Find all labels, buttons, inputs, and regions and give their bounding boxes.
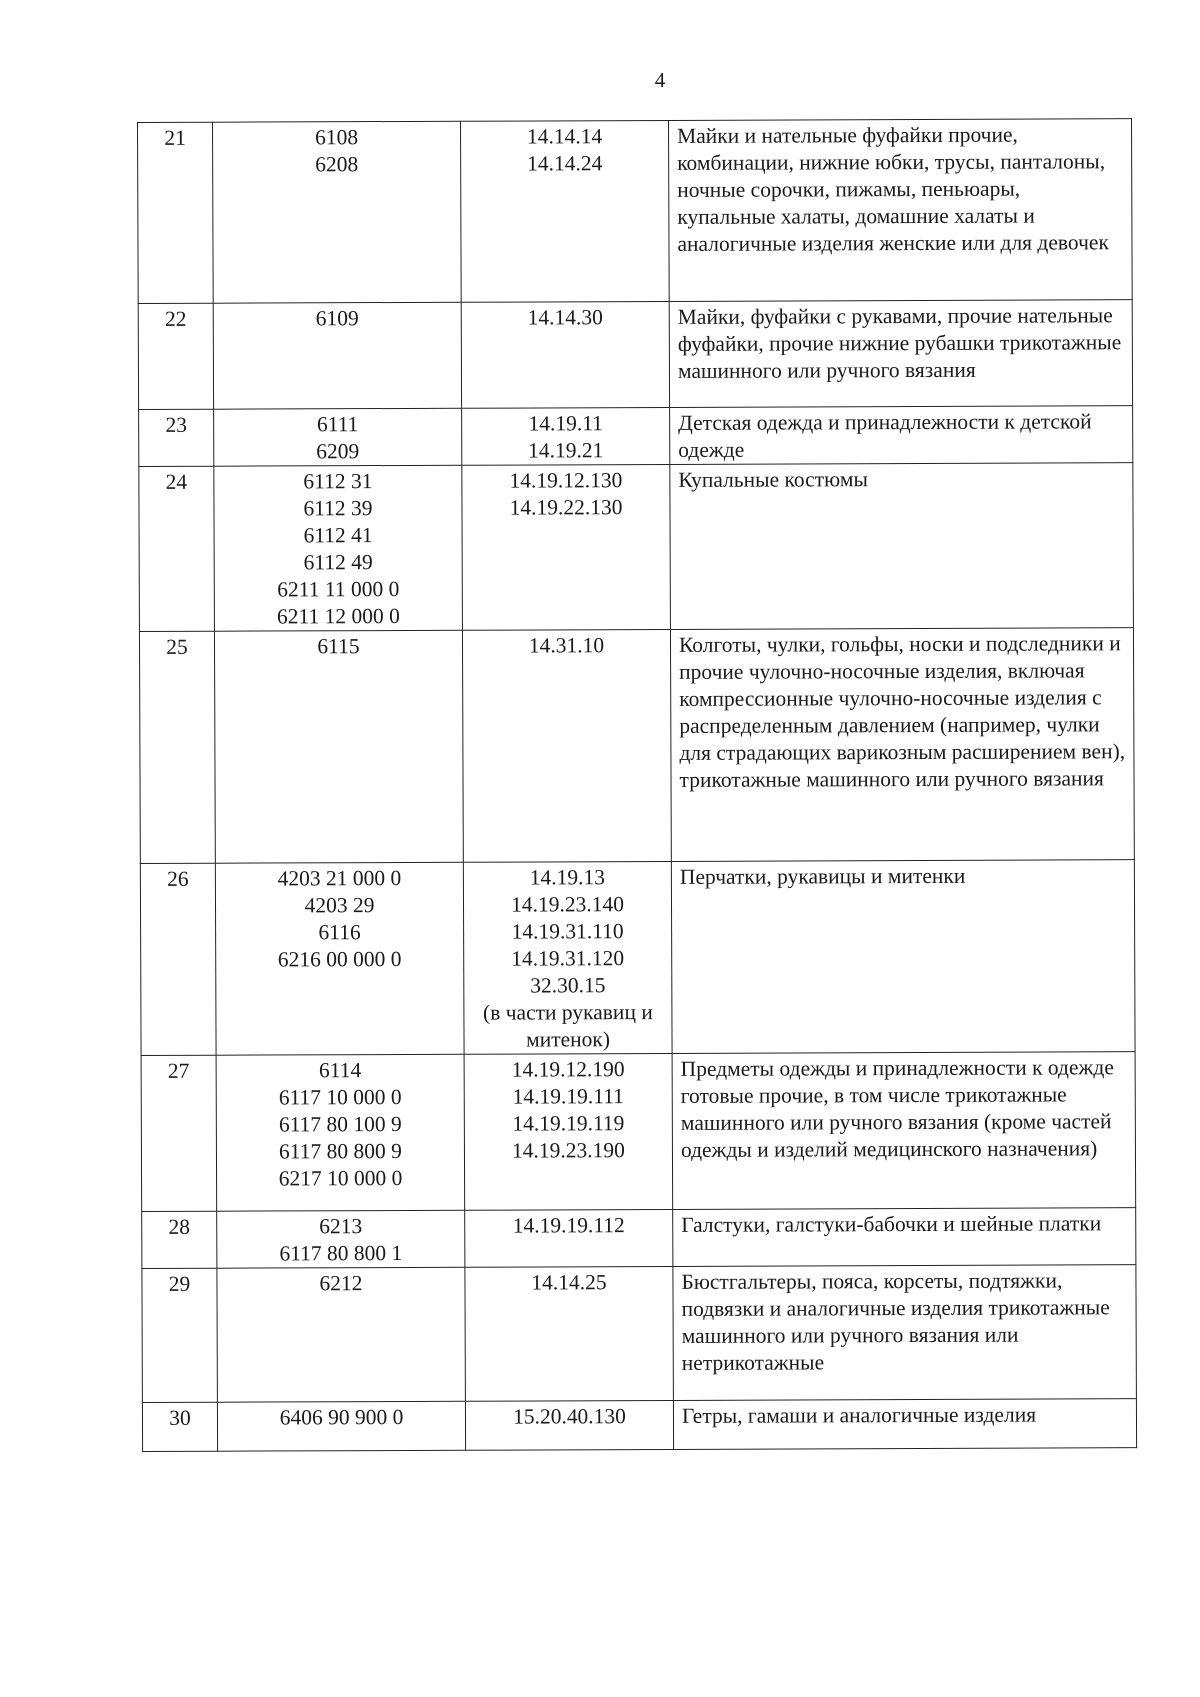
row-number: 30 [142,1402,217,1451]
tnved-code: 6212 [319,1271,363,1296]
table-row [140,860,1135,1056]
okpd-code: 14.19.31.120 [511,946,625,971]
table-body [138,119,1137,1452]
tnved-codes-cell [216,1054,465,1211]
tnved-code: 6108 [315,125,359,150]
tnved-code: 6112 49 [303,550,373,575]
okpd-code: 14.19.19.112 [512,1213,625,1238]
okpd-code: 14.19.23.190 [511,1138,625,1163]
okpd-code: 14.19.11 [528,411,603,436]
tnved-code: 6112 39 [303,496,373,521]
okpd-code: 14.19.12.190 [511,1057,625,1082]
okpd-code: 14.19.22.130 [509,495,623,520]
okpd-code: 14.19.19.111 [512,1084,624,1109]
table-row [142,1208,1136,1269]
tnved-code: 6117 80 800 1 [279,1240,403,1266]
okpd-code: 14.19.23.140 [511,892,624,917]
okpd-codes-cell [462,629,671,862]
row-number: 26 [140,863,216,1055]
table-row [139,463,1134,632]
okpd-code: 14.19.19.119 [512,1111,625,1136]
product-description: Купальные костюмы [670,463,1134,630]
tnved-codes-cell [215,862,464,1055]
product-description: Детская одежда и принадлежности к детской одежде [670,406,1133,465]
tnved-code: 6109 [315,306,359,331]
product-description: Гетры, гамаши и аналогичные изделия [673,1399,1136,1450]
table-row [142,1399,1136,1452]
product-description: Майки, фуфайки с рукавами, прочие нательные фуфайки, прочие нижние рубашки трикотажные машинного или ручного вязания [669,300,1132,408]
classification-table [137,118,1137,1452]
okpd-code: 14.31.10 [528,633,605,658]
table-row [139,406,1133,467]
row-number: 24 [139,466,215,631]
tnved-code: 6216 00 000 0 [277,946,402,972]
row-number: 28 [142,1211,217,1268]
okpd-code: 14.19.12.130 [509,468,623,493]
row-number: 29 [142,1268,218,1402]
tnved-code: 6117 80 800 9 [278,1138,402,1164]
tnved-code: 6115 [317,634,360,659]
okpd-code: 15.20.40.130 [512,1404,626,1429]
okpd-code: 14.19.31.110 [511,919,624,944]
table-row [139,628,1134,864]
row-number: 27 [141,1055,217,1211]
tnved-code: 6111 [316,412,359,437]
product-description: Предметы одежды и принадлежности к одежде готовые прочие, в том числе трикотажные машинного или ручного вязания (кроме частей одежды и изделий медицинского назначения) [672,1052,1136,1210]
tnved-code: 6116 [318,920,361,945]
okpd-codes-cell [464,1053,673,1210]
okpd-code: 14.14.14 [526,124,603,149]
okpd-code: 14.14.30 [527,305,603,330]
page-number: 4 [654,68,666,92]
okpd-code: 32.30.15 [530,973,606,998]
product-description: Майки и нательные фуфайки прочие, комбинации, нижние юбки, трусы, панталоны, ночные сорочки, пижамы, пеньюары, купальные халаты, домашние халаты и аналогичные изделия женские или для девочек [668,119,1132,302]
tnved-code: 6117 10 000 0 [278,1084,402,1110]
tnved-codes-cell [213,121,462,303]
okpd-code: митенок) [526,1027,611,1052]
row-number: 23 [139,409,214,466]
okpd-codes-cell [460,120,669,302]
table-row [141,1052,1136,1212]
table-row [138,119,1133,304]
table-row [142,1265,1137,1403]
tnved-code: 6117 80 100 9 [278,1111,402,1137]
okpd-code: 14.14.25 [531,1270,607,1295]
tnved-code: 6217 10 000 0 [278,1165,403,1191]
tnved-code: 6114 [318,1058,362,1083]
okpd-codes-cell [462,407,670,465]
row-number: 22 [138,303,213,409]
tnved-codes-cell [214,630,463,863]
okpd-codes-cell [465,1209,673,1267]
product-description: Колготы, чулки, гольфы, носки и подследники и прочие чулочно-носочные изделия, включая компрессионные чулочно-носочные изделия с распределенным давлением (например, чулки для страдающих варикозным расширением вен), трикотажные машинного или ручного вязания [670,628,1134,862]
row-number: 21 [138,122,214,303]
tnved-code: 6211 12 000 0 [276,603,400,629]
tnved-code: 4203 21 000 0 [277,865,402,891]
tnved-codes-cell [217,1210,465,1268]
tnved-code: 6211 11 000 0 [277,576,400,602]
okpd-codes-cell [463,861,672,1054]
okpd-code: 14.19.13 [529,865,606,890]
tnved-codes-cell [213,302,461,409]
okpd-codes-cell [462,464,671,630]
product-description: Бюстгальтеры, пояса, корсеты, подтяжки, подвязки и аналогичные изделия трикотажные машинного или ручного вязания или нетрикотажные [673,1265,1137,1401]
row-number: 25 [139,631,215,863]
okpd-code: 14.19.21 [528,438,604,463]
tnved-code: 6208 [315,152,359,177]
tnved-codes-cell [214,408,462,466]
tnved-code: 6112 41 [303,523,373,548]
tnved-code: 6213 [319,1214,363,1239]
tnved-code: 6406 90 900 0 [279,1404,404,1430]
tnved-codes-cell [214,465,463,631]
table-row [138,300,1132,410]
tnved-code: 4203 29 [304,893,375,918]
tnved-code: 6209 [316,439,360,464]
product-description: Перчатки, рукавицы и митенки [671,860,1135,1054]
okpd-codes-cell [465,1266,674,1401]
okpd-codes-cell [465,1400,673,1450]
tnved-codes-cell [217,1267,466,1402]
tnved-code: 6112 31 [303,469,373,494]
okpd-code: 14.14.24 [526,151,603,176]
okpd-code: (в части рукавиц и [482,1000,653,1025]
tnved-codes-cell [217,1401,465,1451]
product-description: Галстуки, галстуки-бабочки и шейные платки [673,1208,1136,1267]
okpd-codes-cell [461,301,669,408]
